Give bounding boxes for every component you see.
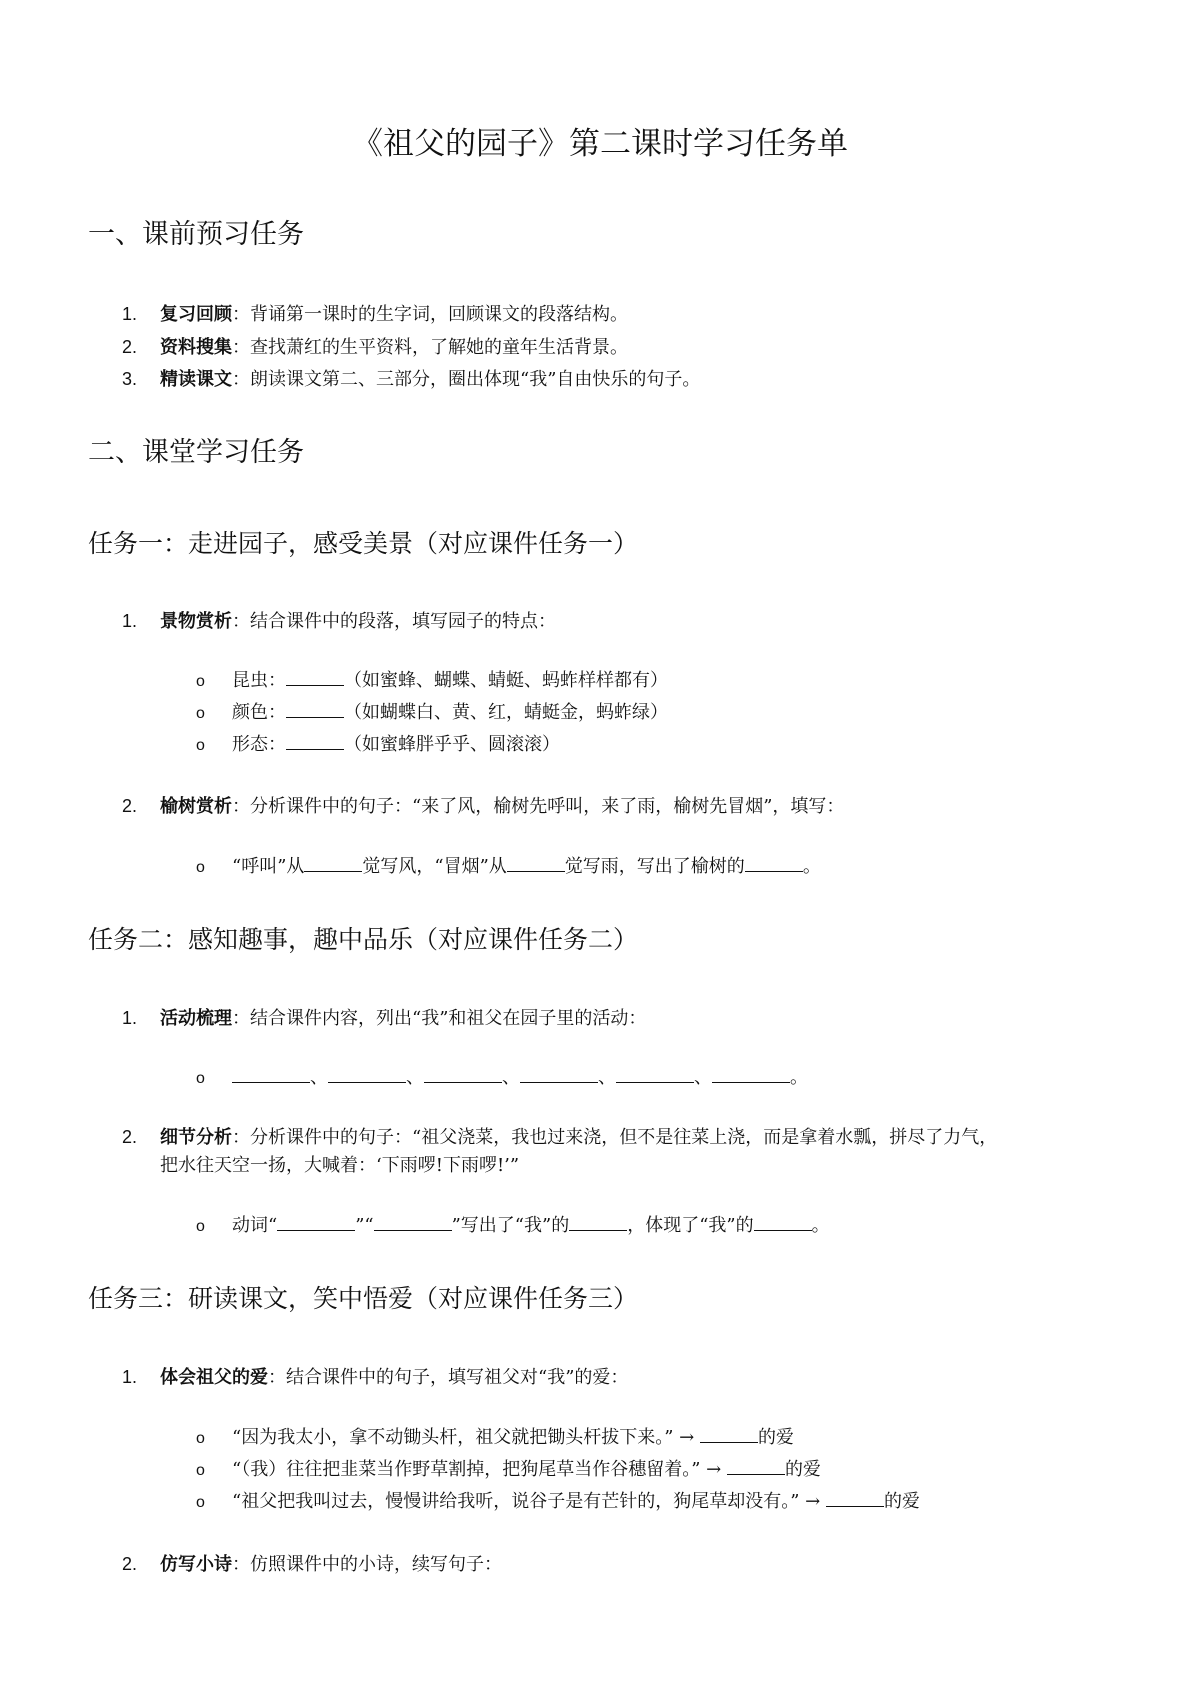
list-item: 1. 复习回顾：背诵第一课时的生字词，回顾课文的段落结构。 xyxy=(122,304,628,325)
sub-item: o “呼叫”从 觉写风，“冒烟”从 觉写雨，写出了榆树的 。 xyxy=(196,853,821,882)
list-item: 2. 资料搜集：查找萧红的生平资料，了解她的童年生活背景。 xyxy=(122,337,628,358)
list-item: 1. 体会祖父的爱：结合课件中的句子，填写祖父对“我”的爱： xyxy=(122,1367,629,1388)
fill-blank[interactable] xyxy=(520,1064,598,1083)
bullet-icon: o xyxy=(196,1494,205,1511)
item-label: 复习回顾 xyxy=(160,304,232,325)
fill-blank[interactable] xyxy=(745,853,803,872)
fill-blank[interactable] xyxy=(304,853,362,872)
bullet-icon: o xyxy=(196,1430,205,1447)
fill-blank[interactable] xyxy=(616,1064,694,1083)
item-label: 细节分析 xyxy=(160,1127,232,1148)
list-item: 2. 细节分析：分析课件中的句子：“祖父浇菜，我也过来浇，但不是往菜上浇，而是拿着水瓢，拼尽了力气， 把水往天空一扬，大喊着：‘下雨啰!下雨啰!’” xyxy=(122,1127,998,1176)
fill-blank[interactable] xyxy=(277,1212,355,1231)
fill-blank[interactable] xyxy=(328,1064,406,1083)
list-item: 3. 精读课文：朗读课文第二、三部分，圈出体现“我”自由快乐的句子。 xyxy=(122,369,701,390)
item-label: 景物赏析 xyxy=(160,611,232,632)
sub-item: o “因为我太小，拿不动锄头杆，祖父就把锄头杆拔下来。” → 的爱 xyxy=(196,1424,794,1453)
fill-blank[interactable] xyxy=(727,1456,785,1475)
task3-heading: 任务三：研读课文，笑中悟爱（对应课件任务三） xyxy=(88,1284,639,1313)
fill-blank[interactable] xyxy=(232,1064,310,1083)
fill-blank[interactable] xyxy=(700,1424,758,1443)
sub-item: o 颜色： （如蝴蝶白、黄、红，蜻蜓金，蚂蚱绿） xyxy=(196,699,668,728)
fill-blank[interactable] xyxy=(286,699,344,718)
task2-heading: 任务二：感知趣事，趣中品乐（对应课件任务二） xyxy=(88,925,639,954)
bullet-icon: o xyxy=(196,737,205,754)
fill-blank[interactable] xyxy=(286,667,344,686)
fill-blank[interactable] xyxy=(754,1212,812,1231)
bullet-icon: o xyxy=(196,673,205,690)
page-title: 《祖父的园子》第二课时学习任务单 xyxy=(352,126,848,162)
item-label: 资料搜集 xyxy=(160,337,232,358)
sub-item: o 、 、 、 、 、 。 xyxy=(196,1064,808,1093)
fill-blank[interactable] xyxy=(286,731,344,750)
section-heading-classroom: 二、课堂学习任务 xyxy=(88,437,304,468)
fill-blank[interactable] xyxy=(826,1488,884,1507)
list-item: 1. 景物赏析：结合课件中的段落，填写园子的特点： xyxy=(122,611,556,632)
fill-blank[interactable] xyxy=(374,1212,452,1231)
bullet-icon: o xyxy=(196,1070,205,1087)
list-item: 1. 活动梳理：结合课件内容，列出“我”和祖父在园子里的活动： xyxy=(122,1008,647,1029)
fill-blank[interactable] xyxy=(424,1064,502,1083)
bullet-icon: o xyxy=(196,1218,205,1235)
fill-blank[interactable] xyxy=(712,1064,790,1083)
bullet-icon: o xyxy=(196,859,205,876)
item-label: 活动梳理 xyxy=(160,1008,232,1029)
list-item: 2. 榆树赏析：分析课件中的句子：“来了风，榆树先呼叫，来了雨，榆树先冒烟”，填写： xyxy=(122,796,845,817)
sub-item: o 昆虫： （如蜜蜂、蝴蝶、蜻蜓、蚂蚱样样都有） xyxy=(196,667,668,696)
section-heading-preview: 一、课前预习任务 xyxy=(88,219,304,250)
sub-item: o 动词“ ”“ ”写出了“我”的 ，体现了“我”的 。 xyxy=(196,1212,830,1241)
item-label: 精读课文 xyxy=(160,369,232,390)
bullet-icon: o xyxy=(196,705,205,722)
list-item: 2. 仿写小诗：仿照课件中的小诗，续写句子： xyxy=(122,1554,502,1575)
item-label: 仿写小诗 xyxy=(160,1554,232,1575)
fill-blank[interactable] xyxy=(569,1212,627,1231)
fill-blank[interactable] xyxy=(507,853,565,872)
sub-item: o 形态： （如蜜蜂胖乎乎、圆滚滚） xyxy=(196,731,560,760)
sub-item: o “祖父把我叫过去，慢慢讲给我听，说谷子是有芒针的，狗尾草却没有。” → 的爱 xyxy=(196,1488,920,1517)
bullet-icon: o xyxy=(196,1462,205,1479)
sub-item: o “（我）往往把韭菜当作野草割掉，把狗尾草当作谷穗留着。” → 的爱 xyxy=(196,1456,821,1485)
task1-heading: 任务一：走进园子，感受美景（对应课件任务一） xyxy=(88,529,639,558)
item-label: 体会祖父的爱 xyxy=(160,1367,268,1388)
item-label: 榆树赏析 xyxy=(160,796,232,817)
